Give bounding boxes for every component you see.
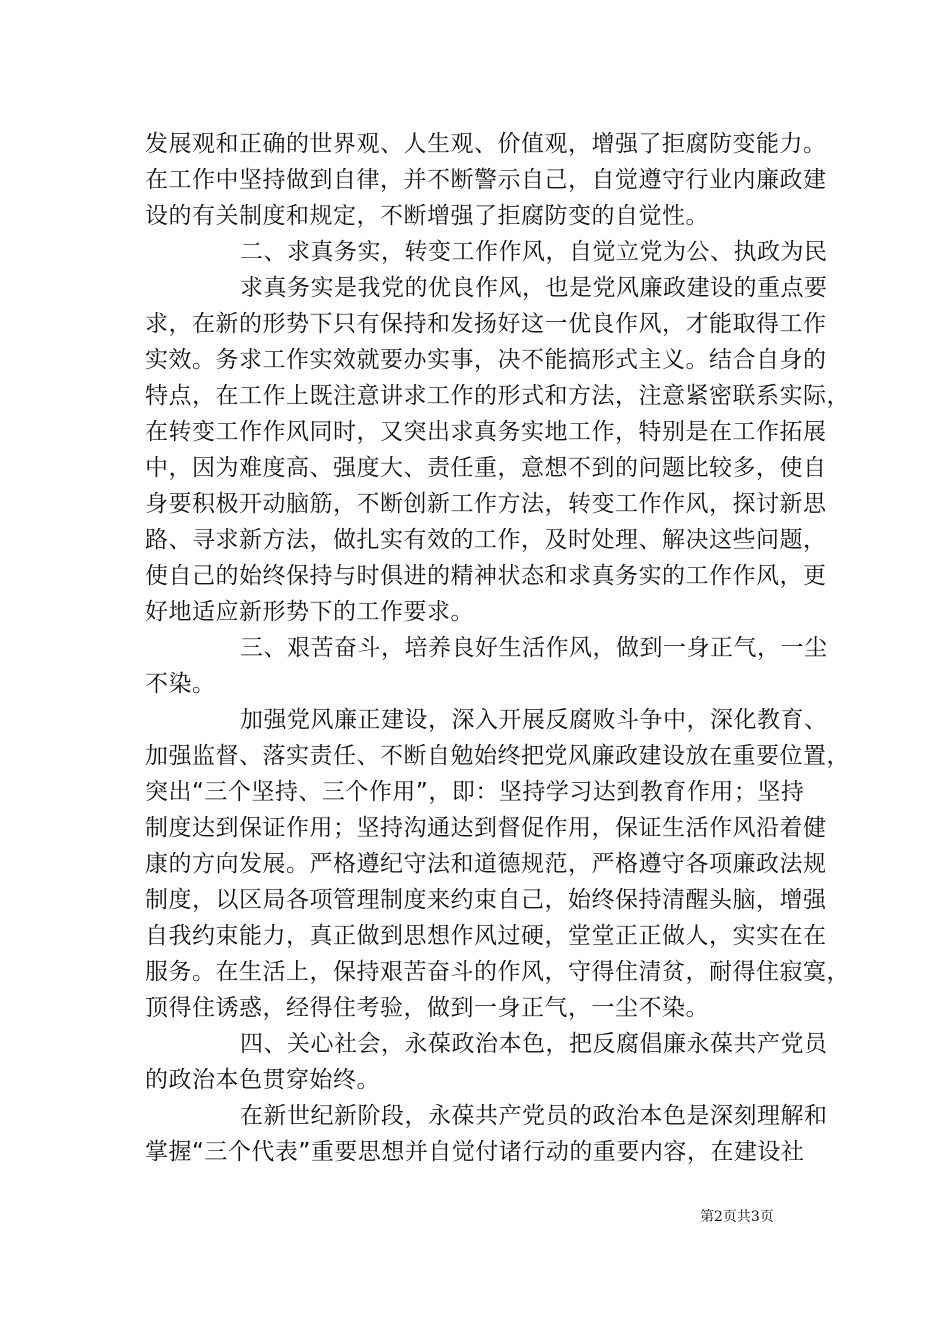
text-line: 在转变工作作风同时，又突出求真务实地工作，特别是在工作拓展 [145, 419, 827, 445]
text-line: 顶得住诱惑，经得住考验，做到一身正气，一尘不染。 [145, 995, 709, 1021]
page-number-footer: 第2页共3页 [700, 1209, 774, 1225]
text-line: 使自己的始终保持与时俱进的精神状态和求真务实的工作作风，更 [145, 563, 827, 589]
section-heading: 二、求真务实，转变工作作风，自觉立党为公、执政为民 [240, 239, 828, 265]
section-heading: 三、艰苦奋斗，培养良好生活作风，做到一身正气，一尘 [240, 635, 828, 661]
text-line: 身要积极开动脑筋，不断创新工作方法，转变工作作风，探讨新思 [145, 491, 827, 517]
text-line: 突出“三个坚持、三个作用”，即：坚持学习达到教育作用；坚持 [145, 779, 805, 805]
text-line: 自我约束能力，真正做到思想作风过硬，堂堂正正做人，实实在在 [145, 923, 827, 949]
text-line: 好地适应新形势下的工作要求。 [145, 599, 474, 625]
section-heading-continued: 的政治本色贯穿始终。 [145, 1067, 380, 1093]
text-line: 特点，在工作上既注意讲求工作的形式和方法，注意紧密联系实际， [145, 383, 850, 409]
text-line: 求真务实是我党的优良作风，也是党风廉政建设的重点要 [240, 275, 828, 301]
text-line: 设的有关制度和规定，不断增强了拒腐防变的自觉性。 [145, 203, 709, 229]
text-line: 求，在新的形势下只有保持和发扬好这一优良作风，才能取得工作 [145, 311, 827, 337]
text-line: 康的方向发展。严格遵纪守法和道德规范，严格遵守各项廉政法规 [145, 851, 827, 877]
text-line: 在工作中坚持做到自律，并不断警示自己，自觉遵守行业内廉政建 [145, 167, 827, 193]
text-line: 中，因为难度高、强度大、责任重，意想不到的问题比较多，使自 [145, 455, 827, 481]
text-line: 制度达到保证作用；坚持沟通达到督促作用，保证生活作风沿着健 [145, 815, 827, 841]
text-line: 实效。务求工作实效就要办实事，决不能搞形式主义。结合自身的 [145, 347, 827, 373]
section-heading-continued: 不染。 [145, 671, 216, 697]
text-line: 掌握“三个代表”重要思想并自觉付诸行动的重要内容，在建设社 [145, 1139, 805, 1165]
text-line: 在新世纪新阶段，永葆共产党员的政治本色是深刻理解和 [240, 1103, 828, 1129]
text-line: 加强党风廉正建设，深入开展反腐败斗争中，深化教育、 [240, 707, 828, 733]
section-heading: 四、关心社会，永葆政治本色，把反腐倡廉永葆共产党员 [240, 1031, 828, 1057]
text-line: 制度，以区局各项管理制度来约束自己，始终保持清醒头脑，增强 [145, 887, 827, 913]
text-line: 路、寻求新方法，做扎实有效的工作，及时处理、解决这些问题， [145, 527, 827, 553]
text-line: 发展观和正确的世界观、人生观、价值观，增强了拒腐防变能力。 [145, 131, 827, 157]
text-line: 加强监督、落实责任、不断自勉始终把党风廉政建设放在重要位置， [145, 743, 850, 769]
text-line: 服务。在生活上，保持艰苦奋斗的作风，守得住清贫，耐得住寂寞， [145, 959, 850, 985]
